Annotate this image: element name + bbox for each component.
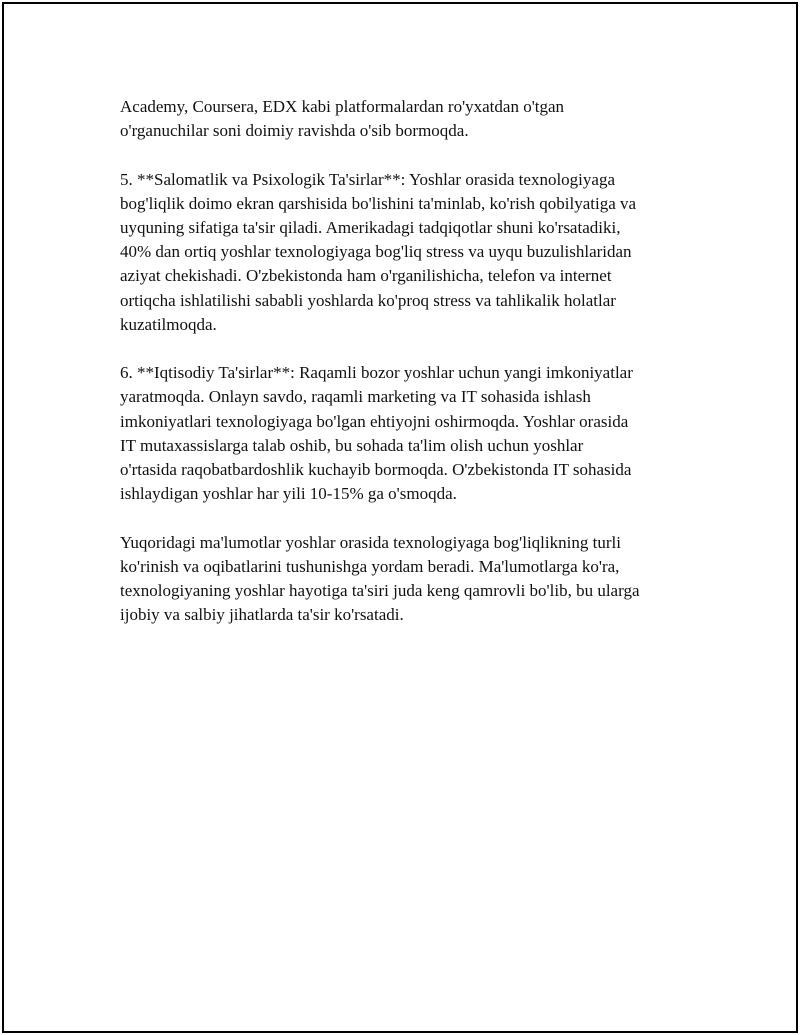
text-line: 6. **Iqtisodiy Ta'sirlar**: Raqamli bozor yoshlar uchun yangi imkoniyatlar [120, 363, 633, 383]
text-line: 5. **Salomatlik va Psixologik Ta'sirlar**: Yoshlar orasida texnologiyaga [120, 169, 615, 189]
text-line: Yuqoridagi ma'lumotlar yoshlar orasida texnologiyaga bog'liqlikning turli [120, 532, 621, 552]
text-line: ishlaydigan yoshlar har yili 10-15% ga o'smoqda. [120, 484, 457, 504]
paragraph-conclusion [120, 531, 698, 628]
text-line: texnologiyaning yoshlar hayotiga ta'siri juda keng qamrovli bo'lib, bu ularga [120, 581, 640, 601]
text-line: aziyat chekishadi. O'zbekistonda ham o'rganilishicha, telefon va internet [120, 266, 612, 286]
text-line: ko'rinish va oqibatlarini tushunishga yordam beradi. Ma'lumotlarga ko'ra, [120, 556, 620, 576]
text-line: o'rtasida raqobatbardoshlik kuchayib bormoqda. O'zbekistonda IT sohasida [120, 460, 632, 480]
paragraph-health-effects [120, 168, 698, 337]
text-line: bog'liqlik doimo ekran qarshisida bo'lishini ta'minlab, ko'rish qobilyatiga va [120, 193, 637, 213]
text-line: uyquning sifatiga ta'sir qiladi. Amerikadagi tadqiqotlar shuni ko'rsatadiki, [120, 218, 621, 237]
document-body [120, 95, 698, 652]
text-line: imkoniyatlari texnologiyaga bo'lgan ehtiyojni oshirmoqda. Yoshlar orasida [120, 411, 629, 431]
paragraph-intro-continuation [120, 95, 698, 143]
text-line: kuzatilmoqda. [120, 314, 217, 334]
document-page [2, 2, 798, 1033]
text-line: o'rganuchilar soni doimiy ravishda o'sib bormoqda. [120, 121, 469, 141]
text-line: ijobiy va salbiy jihatlarda ta'sir ko'rsatadi. [120, 605, 404, 625]
text-line: IT mutaxassislarga talab oshib, bu sohada ta'lim olish uchun yoshlar [120, 435, 584, 455]
paragraph-economic-effects [120, 361, 698, 506]
text-line: yaratmoqda. Onlayn savdo, raqamli marketing va IT sohasida ishlash [120, 387, 591, 407]
text-line: ortiqcha ishlatilishi sababli yoshlarda ko'proq stress va tahlikalik holatlar [120, 290, 616, 310]
text-line: Academy, Coursera, EDX kabi platformalardan ro'yxatdan o'tgan [120, 97, 565, 116]
text-line: 40% dan ortiq yoshlar texnologiyaga bog'liq stress va uyqu buzulishlaridan [120, 242, 632, 262]
